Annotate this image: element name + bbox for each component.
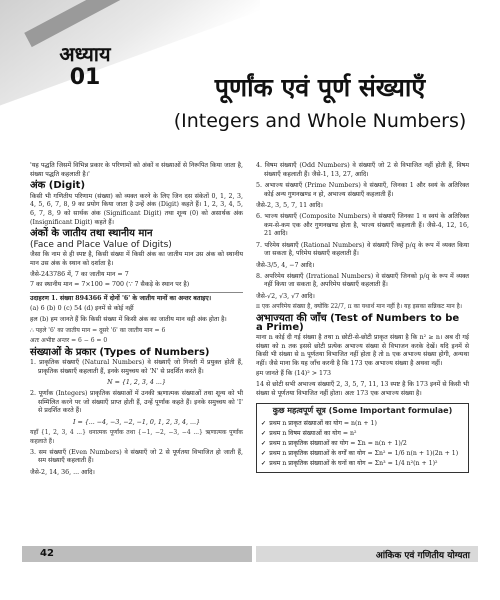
check-icon: ✓ xyxy=(261,429,267,437)
type-even: 3. सम संख्याएँ (Even Numbers) वे संख्याएँ जो 2 से पूर्णतया विभाजित हो जाती हैं, सम संख्याएँ कहलाती हैं। xyxy=(30,448,243,465)
value-example: जैसे-243786 में, 7 का जातीय मान = 7 xyxy=(30,270,129,278)
natural-formula: N = {1, 2, 3, 4 ...} xyxy=(107,379,166,387)
check-icon: ✓ xyxy=(261,439,267,447)
intro-text: 'यह पद्धति जिसमें विभिन्न प्रकार के परिणामों को अंकों व संख्याओं से निरूपित किया जाता है, संख्या पद्धति कहलाती है।' xyxy=(30,162,243,178)
formula-box xyxy=(256,403,469,473)
prime-test-text-3: 14 से छोटी सभी अभाज्य संख्याएँ 2, 3, 5, 7, 11, 13 स्पष्ट है कि 173 इनमें से किसी भी संख्या से पूर्णतया विभाजित नहीं होता। अतः 173 एक अभाज्य संख्या है। xyxy=(256,381,469,397)
prime-test-heading: अभाज्यता की जाँच (Test of Numbers to be a Prime) xyxy=(256,312,460,333)
prime-test-text: माना n कोई दी गई संख्या है तथा n छोटी-से-छोटी प्राकृत संख्या है कि n² ≥ n। अब दी गई संख्या को n तक इससे छोटी प्रत्येक अभाज्य संख्या से विभाजन करके देखें। यदि इनमें से किसी भी संख्या से n पूर्णतया विभाजित नहीं होता है तो n एक अभाज्य संख्या होगी, अन्यथा नहीं। जैसे माना कि यह जाँच करनी है कि 173 एक अभाज्य संख्या है अथवा नहीं। xyxy=(256,334,469,367)
left-column xyxy=(30,162,243,479)
integer-formula: I = {... −4, −3, −2, −1, 0, 1, 2, 3, 4, ...} xyxy=(73,418,200,426)
check-icon: ✓ xyxy=(261,459,267,467)
type-integers: 2. पूर्णांक (Integers) प्राकृतिक संख्याओं में उनकी ऋणात्मक संख्याओं तथा शून्य को भी सम्मिलित करने पर जो संख्याएँ प्राप्त होती हैं, उन्हें पूर्णांक कहते हैं। इनके समुच्चय को 'I' से प्रदर्शित करते हैं। xyxy=(30,390,243,415)
rational-example: जैसे-3/5, 4, −7 आदि। xyxy=(256,261,315,269)
page-title: पूर्णांक एवं पूर्ण संख्याएँ xyxy=(214,73,426,102)
options: (a) 6 (b) 0 (c) 54 (d) इनमें से कोई नहीं xyxy=(30,305,134,313)
value-text: जैसा कि नाम से ही स्पष्ट है, किसी संख्या में किसी अंक का जातीय मान उस अंक को स्थानीय मान उस अंक के स्थान को दर्शाता है। xyxy=(30,251,243,267)
prime-test-text-2: हम जानते हैं कि (14)² > 173 xyxy=(256,370,332,378)
page-footer xyxy=(0,546,500,562)
check-icon: ✓ xyxy=(261,449,267,457)
solution: हल (b) हम जानते हैं कि किसी संख्या में किसी अंक का जातीय मान वही अंक होता है। xyxy=(30,315,227,323)
type-composite: 6. भाज्य संख्याएँ (Composite Numbers) वे संख्याएँ जिनका 1 व स्वयं के अतिरिक्त कम-से-कम एक और गुणनखण्ड होता है, भाज्य संख्याएँ कहलाती हैं। जैसे-4, 12, 16, 21 आदि। xyxy=(256,212,469,238)
type-prime: 5. अभाज्य संख्याएँ (Prime Numbers) वे संख्याएँ, जिनका 1 और स्वयं के अतिरिक्त कोई अन्य गुणनखण्ड न हो, अभाज्य संख्याएँ कहलाती हैं। xyxy=(256,182,469,198)
value-heading: अंकों के जातीय तथा स्थानीय मान xyxy=(30,228,153,240)
chapter-number: 01 xyxy=(69,65,101,90)
pi-note: π एक अपरिमेय संख्या है, क्योंकि 22/7, π का यथार्थ मान नहीं है। यह इसका सन्निकट मान है। xyxy=(256,303,463,311)
irrational-example: जैसे-√2, √3, √7 आदि। xyxy=(256,292,315,300)
even-example: जैसे-2, 14, 36, ... आदि। xyxy=(30,468,95,476)
prime-example: जैसे-2, 3, 5, 7, 11 आदि। xyxy=(256,202,323,210)
book-title: आंकिक एवं गणितीय योग्यता xyxy=(375,551,470,561)
type-irrational: 8. अपरिमेय संख्याएँ (Irrational Numbers) वे संख्याएँ जिनको p/q के रूप में व्यक्त नहीं किया जा सकता है, अपरिमेय संख्याएँ कहलाती हैं। xyxy=(256,272,469,289)
formula-item: ✓ प्रथम n प्राकृतिक संख्याओं का योग = Σn = n(n + 1)/2 xyxy=(261,439,407,447)
solution-2: ∴ पहले '6' का जातीय मान = दूसरे '6' का जातीय मान = 6 xyxy=(30,326,166,334)
type-rational: 7. परिमेय संख्याएँ (Rational Numbers) वे संख्याएँ जिन्हें p/q के रूप में व्यक्त किया जा सकता है, परिमेय संख्याएँ कहलाती हैं। xyxy=(256,241,469,258)
solution-3: अतः अभीष्ट अन्तर = 6 − 6 = 0 xyxy=(30,337,108,345)
formula-item: ✓ प्रथम n विषम संख्याओं का योग = n² xyxy=(261,429,357,437)
worked-example: उदाहरण 1. संख्या 894366 में दोनों '6' के जातीय मानों का अन्तर बताइए। xyxy=(30,294,212,302)
page-subtitle: (Integers and Whole Numbers) xyxy=(173,110,467,132)
integer-note: यहाँ {1, 2, 3, 4 ...} धनात्मक पूर्णांक तथा {−1, −2, −3, −4 ...} ऋणात्मक पूर्णांक कहलाते हैं। xyxy=(30,429,243,446)
formula-item: ✓ प्रथम n प्राकृतिक संख्याओं के वर्गों का योग = Σn² = 1/6 n(n + 1)(2n + 1) xyxy=(261,449,459,457)
digit-text: किसी भी गणितीय परिणाम (संख्या) को व्यक्त करने के लिए जिन दस संकेतों 0, 1, 2, 3, 4, 5, 6, 7, 8, 9 का प्रयोग किया जाता है उन्हें अंक (Digit) कहते हैं। 1, 2, 3, 4, 5, 6, 7, 8, 9 को सार्थक अंक (Significant Digit) तथा शून्य (0) को असार्थक अंक (Insignificant Digit) कहते हैं। xyxy=(30,192,243,226)
formula-item: ✓ प्रथम n प्राकृतिक संख्याओं के घनों का योग = Σn³ = 1/4 n²(n + 1)² xyxy=(261,459,438,467)
right-column xyxy=(256,162,469,473)
formula-box-title: कुछ महत्वपूर्ण सूत्र (Some Important formulae) xyxy=(272,406,453,416)
page-number: 42 xyxy=(40,548,54,559)
value-example-2: 7 का स्थानीय मान = 7×100 = 700 (∵ 7 सैकड़े के स्थान पर है) xyxy=(30,281,190,289)
digit-heading: अंक (Digit) xyxy=(30,180,86,192)
check-icon: ✓ xyxy=(261,419,267,427)
footer-bar-left xyxy=(22,546,252,562)
chapter-label: अध्याय xyxy=(59,42,111,66)
type-odd: 4. विषम संख्याएँ (Odd Numbers) वे संख्याएँ जो 2 से विभाजित नहीं होती हैं, विषम संख्याएँ कहलाती हैं। जैसे-1, 13, 27, आदि। xyxy=(256,162,469,178)
type-natural: 1. प्राकृतिक संख्याएँ (Natural Numbers) वे संख्याएँ जो गिनती में प्रयुक्त होती हैं, प्राकृतिक संख्याएँ कहलाती हैं, इनके समुच्चय को 'N' से प्रदर्शित करते हैं। xyxy=(30,359,243,375)
divider xyxy=(30,292,243,293)
types-heading: संख्याओं के प्रकार (Types of Numbers) xyxy=(30,346,210,358)
formula-item: ✓ प्रथम n प्राकृत संख्याओं का योग = n(n + 1) xyxy=(261,419,377,427)
value-heading-en: (Face and Place Value of Digits) xyxy=(30,239,172,250)
